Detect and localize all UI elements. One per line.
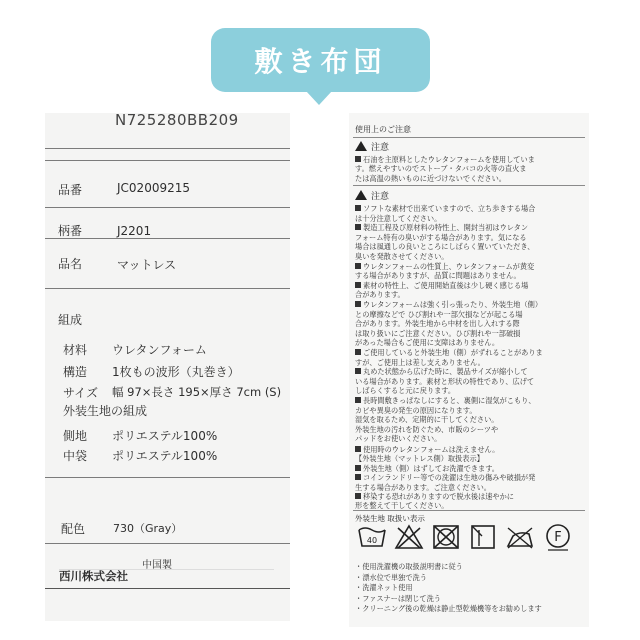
care-text-line	[355, 583, 413, 592]
care-text-line	[355, 492, 514, 501]
care-text: いる場合があります。素材と形状の特性であり、広げて	[355, 376, 535, 386]
care-text: すが、ご使用上は差し支えありません。	[355, 357, 485, 367]
structure-value: 1枚もの波形（丸巻き）	[112, 365, 240, 379]
pattern-code-value: J2201	[117, 224, 152, 238]
care-text-line	[355, 377, 534, 386]
care-text-line	[355, 300, 542, 309]
divider	[45, 148, 290, 149]
care-text: 素材の特性上、ご使用開始直後は少し硬く感じる場	[363, 280, 529, 290]
color-label: 配色	[61, 522, 86, 536]
size-value: 幅 97×長さ 195×厚さ 7cm (S)	[112, 385, 282, 399]
care-text-line	[355, 358, 485, 367]
care-text-line	[355, 454, 484, 463]
care-text: 【外装生地（マットレス側）取扱表示】	[355, 454, 484, 464]
maker-name: 西川株式会社	[59, 569, 128, 583]
care-text-line	[355, 281, 528, 290]
care-text: ご使用していると外装生地（側）がずれることがありま	[363, 348, 543, 357]
divider	[45, 238, 290, 239]
care-text: ・洗濯ネット使用	[355, 583, 413, 592]
divider	[45, 207, 290, 208]
care-text: する場合がありますが、品質に問題はありません。	[355, 271, 521, 281]
side-fabric-value: ポリエステル100%	[112, 429, 218, 443]
care-text: 外装生地の汚れを防ぐため、市販のシーツや	[355, 424, 499, 434]
divider	[45, 588, 290, 589]
care-text-line	[355, 396, 536, 405]
divider	[353, 137, 585, 138]
care-text: は取り扱いにご注意ください。ひび割れや一部破損	[355, 328, 521, 338]
caution-heading-1	[355, 140, 389, 153]
product-label-tag	[45, 113, 290, 621]
pattern-code-label: 柄番	[58, 224, 83, 238]
care-text: 湿気を取るため、定期的に干してください。	[355, 415, 499, 425]
care-text: は十分注意してください。	[355, 213, 442, 223]
serial-number: N725280BB209	[115, 113, 239, 129]
bullet-square-icon	[355, 446, 361, 452]
care-text: ウレタンフォームの性質上、ウレタンフォームが黄変	[363, 261, 535, 271]
inner-bag-value: ポリエステル100%	[112, 449, 218, 463]
care-text: ・クリーニング後の乾燥は静止型乾燥機等をお勧めします	[355, 604, 542, 613]
care-text-line	[355, 562, 463, 571]
title-text: 敷き布団	[254, 45, 387, 78]
care-text-line	[355, 252, 448, 261]
line-dry-shade-icon	[468, 522, 498, 552]
bullet-square-icon	[355, 301, 361, 307]
care-text-line	[355, 573, 427, 582]
usage-heading: 使用上のご注意	[355, 125, 411, 134]
divider	[353, 510, 585, 511]
care-text: があった場合もご使用に支障はありません。	[355, 338, 500, 348]
care-text: 使用時のウレタンフォームは洗えません。	[363, 445, 500, 454]
care-text: フォーム特有の臭いがする場合があります。気になる	[355, 232, 527, 242]
care-text-line	[355, 594, 441, 603]
care-text: ソフトな素材で出来ていますので、立ち歩きする場合	[363, 204, 536, 213]
care-text-line	[355, 223, 528, 232]
material-value: ウレタンフォーム	[112, 343, 207, 357]
care-text-line	[355, 174, 506, 183]
inner-bag-label: 中袋	[63, 449, 88, 463]
bullet-square-icon	[355, 282, 361, 288]
bullet-square-icon	[355, 397, 361, 403]
care-text: パッドをお使いください。	[355, 434, 442, 444]
care-text: ・ファスナーは閉じて洗う	[355, 593, 441, 603]
care-text-line	[355, 233, 527, 242]
product-name-value: マットレス	[117, 258, 177, 272]
divider	[45, 160, 290, 161]
title-bubble-tail	[306, 91, 332, 105]
care-text-line	[355, 329, 520, 338]
care-text: ウレタンフォームは強く引っ張ったり、外装生地（側）	[363, 300, 543, 309]
divider	[353, 185, 585, 186]
care-text-line	[355, 604, 542, 613]
care-text-line	[355, 319, 520, 328]
bullet-square-icon	[355, 368, 361, 374]
care-text: 丸めた状態から広げた時に、製品サイズが縮小して	[363, 367, 528, 377]
no-tumble-dry-icon	[431, 522, 461, 552]
care-text: 石油を主原料としたウレタンフォームを使用していま	[363, 155, 535, 164]
care-text: しばらくすると元に戻ります。	[355, 386, 456, 396]
care-text: 形を整えて干してください。	[355, 501, 449, 511]
structure-label: 構造	[63, 365, 88, 379]
care-text: 合があります。外装生地から中材を出し入れする際	[355, 319, 520, 329]
care-text-line	[355, 483, 491, 492]
care-text-line	[355, 473, 535, 482]
care-text-line	[355, 348, 543, 357]
warning-triangle-icon	[355, 190, 367, 200]
caution-heading-text: 注意	[371, 143, 390, 153]
care-text-line	[355, 415, 498, 424]
care-text-line	[355, 214, 441, 223]
care-text-line	[355, 242, 534, 251]
care-text-line	[355, 434, 441, 443]
care-text: 移染する恐れがありますので脱水後は速やかに	[363, 492, 514, 501]
no-bleach-icon	[394, 522, 424, 552]
care-text-line	[355, 386, 455, 395]
divider	[45, 288, 290, 289]
care-text: 合があります。	[355, 290, 405, 300]
bullet-square-icon	[355, 156, 361, 162]
care-text-line	[355, 445, 499, 454]
bullet-square-icon	[355, 474, 361, 480]
product-code-value: JC02009215	[117, 181, 190, 195]
care-text-line	[355, 290, 405, 299]
care-text: 製造工程及び原材料の特性上、開封当初はウレタン	[363, 223, 529, 233]
dry-clean-letter: F	[554, 530, 562, 545]
care-text-line	[355, 271, 521, 280]
bullet-square-icon	[355, 263, 361, 269]
caution-heading-text: 注意	[371, 192, 390, 202]
care-icons-row	[357, 522, 577, 558]
care-text: 臭いを発散させてください。	[355, 252, 449, 261]
bullet-square-icon	[355, 493, 361, 499]
care-text: たは高温の熱いものに近づけないでください。	[355, 173, 506, 183]
care-text: 生する場合があります。ご注意ください。	[355, 482, 491, 492]
care-text-line	[355, 338, 499, 347]
bullet-square-icon	[355, 205, 361, 211]
outer-fabric-heading: 外装生地の組成	[63, 404, 148, 418]
wash-40-icon	[357, 522, 387, 552]
care-text-line	[355, 367, 528, 376]
material-label: 材料	[63, 343, 88, 357]
care-text-line	[355, 464, 499, 473]
side-fabric-label: 側地	[63, 429, 88, 443]
title-bubble	[211, 28, 430, 92]
divider	[45, 543, 290, 544]
care-text: カビや異臭の発生の原因になります。	[355, 405, 477, 415]
warning-triangle-icon	[355, 141, 367, 151]
care-text: 場合は風通しの良いところにしばらく置いていただき、	[355, 242, 535, 252]
iron-low-icon	[505, 522, 535, 552]
bullet-square-icon	[355, 224, 361, 230]
size-label: サイズ	[63, 386, 99, 400]
care-label-tag	[349, 113, 589, 627]
care-label-heading: 外装生地 取扱い表示	[355, 514, 425, 523]
care-text: との摩擦などで ひび割れや一部欠損などが起こる場	[355, 309, 523, 319]
color-value: 730（Gray）	[113, 522, 183, 535]
product-name-label: 品名	[58, 257, 83, 271]
divider	[45, 477, 290, 478]
caution-heading-2	[355, 189, 389, 202]
care-text: コインランドリー等での洗濯は生地の傷みや破損が発	[363, 473, 536, 483]
product-code-label: 品番	[58, 183, 83, 197]
care-text: ・使用洗濯機の取扱説明書に従う	[355, 562, 463, 571]
bullet-square-icon	[355, 465, 361, 471]
bullet-square-icon	[355, 349, 361, 355]
composition-heading: 組成	[58, 313, 83, 327]
care-text-line	[355, 262, 534, 271]
care-text-line	[355, 425, 498, 434]
care-text: す。燃えやすいのでストーブ・タバコの火等の直火ま	[355, 164, 527, 174]
care-text-line	[355, 406, 477, 415]
dry-clean-f-icon	[543, 522, 573, 552]
wash-temp-text: 40	[366, 536, 378, 545]
care-text-line	[355, 310, 523, 319]
origin-text: 中国製	[142, 560, 172, 571]
care-text-line	[355, 204, 535, 213]
care-text-line	[355, 155, 535, 164]
care-text: ・漂水位で単独で洗う	[355, 572, 427, 582]
care-text: 長時間敷きっぱなしにすると、裏側に湿気がこもり、	[363, 396, 536, 405]
care-text: 外装生地（側）はずしてお洗濯できます。	[363, 463, 499, 473]
care-text-line	[355, 164, 527, 173]
